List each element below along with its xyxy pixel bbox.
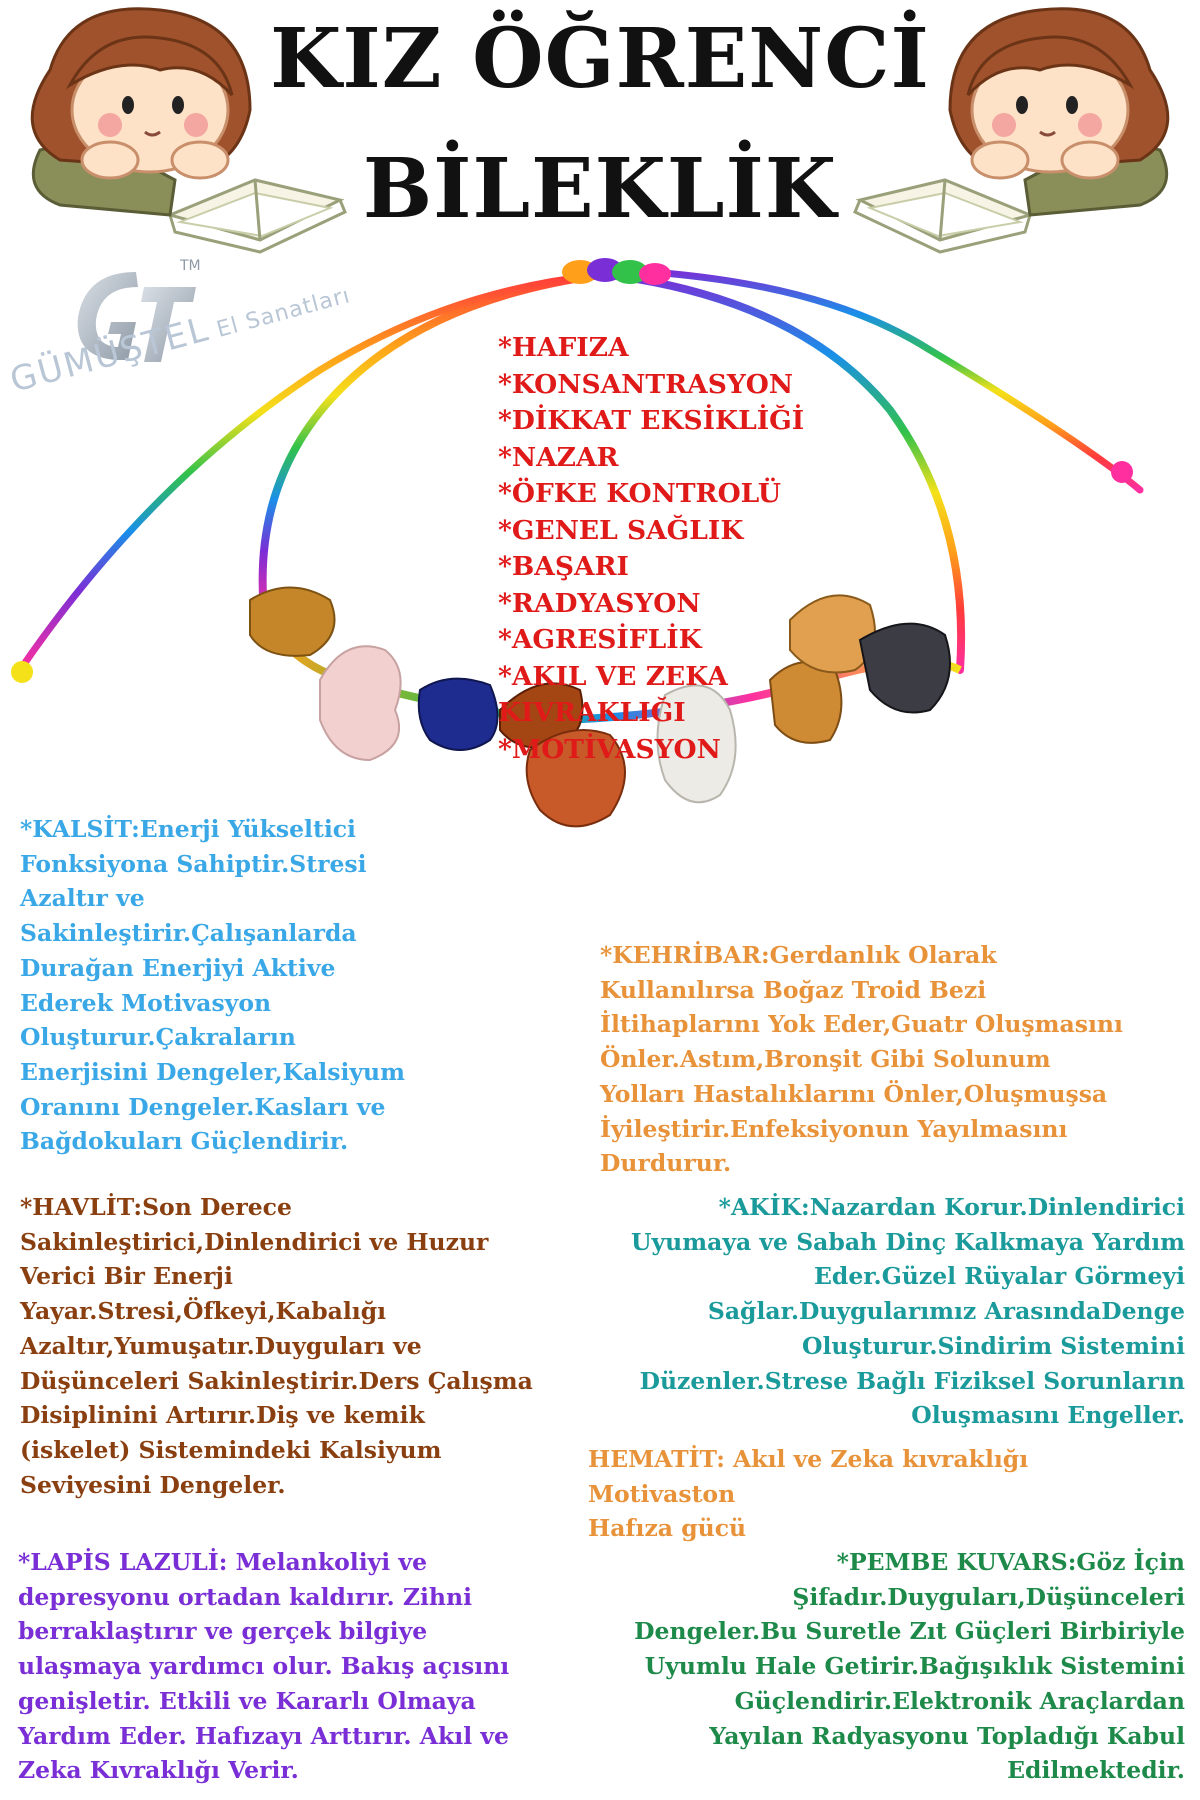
stone-havlit-text: *HAVLİT:Son Derece Sakinleştirici,Dinlendirici ve Huzur Verici Bir Enerji Yayar.Stresi,Öfkeyi,Kabalığı Azaltır,Yumuşatır.Duyguları ve Düşünceleri Sakinleştirir.Ders Çalışma Disiplinini Artırır.Diş ve kemik (iskelet) Sistemindeki Kalsiyum Seviyesini Dengeler. — [20, 1193, 533, 1499]
stone-lapis-text: *LAPİS LAZULİ: Melankoliyi ve depresyonu ortadan kaldırır. Zihni berraklaştırır ve gerçek bilgiye ulaşmaya yardımcı olur. Bakış açısını genişletir. Etkili ve Kararlı Olmaya Yardım Eder. Hafızayı Arttırır. Akıl ve Zeka Kıvraklığı Verir. — [18, 1548, 510, 1785]
stone-kalsit-text: *KALSİT:Enerji Yükseltici Fonksiyona Sahiptir.Stresi Azaltır ve Sakinleştirir.Çalışanlarda Durağan Enerjiyi Aktive Ederek Motivasyon Oluşturur.Çakraların Enerjisini Dengeler,Kalsiyum Oranını Dengeler.Kasları ve Bağdokuları Güçlendirir. — [20, 815, 405, 1156]
stone-pembe-kuvars-text: *PEMBE KUVARS:Göz İçin Şifadır.Duyguları,Düşünceleri Dengeler.Bu Suretle Zıt Güçleri Birbiriyle Uyumlu Hale Getirir.Bağışıklık Sistemini Güçlendirir.Elektronik Araçlardan Yayılan Radyasyonu Topladığı Kabul Edilmektedir. — [634, 1548, 1185, 1785]
slide-knot-icon — [562, 258, 671, 285]
stone-kehribar-text: *KEHRİBAR:Gerdanlık Olarak Kullanılırsa Boğaz Troid Bezi İltihaplarını Yok Eder,Guatr Oluşmasını Önler.Astım,Bronşit Gibi Solunum Yolları Hastalıklarını Önler,Oluşmuşsa İyileştirir.Enfeksiyonun Yayılmasını Durdurur. — [600, 941, 1123, 1178]
benefits-list: *HAFIZA *KONSANTRASYON *DİKKAT EKSİKLİĞİ *NAZAR *ÖFKE KONTROLÜ *GENEL SAĞLIK *BAŞARI *RADYASYON *AGRESİFLİK *AKIL VE ZEKA KIVRAKLIĞI *MOTİVASYON — [498, 332, 805, 765]
logo-sub: El Sanatları — [214, 283, 354, 343]
stone-akik-text: *AKİK:Nazardan Korur.Dinlendirici Uyumaya ve Sabah Dinç Kalkmaya Yardım Eder.Güzel Rüyalar Görmeyi Sağlar.Duygularımız ArasındaDenge Oluşturur.Sindirim Sistemini Düzenler.Strese Bağlı Fiziksel Sorunların Oluşmasını Engeller. — [631, 1193, 1185, 1430]
title-line-2: BİLEKLİK — [362, 141, 838, 237]
girl-reading-left-illustration — [0, 0, 370, 270]
stone-hematit-text: HEMATİT: Akıl ve Zeka kıvraklığı Motivaston Hafıza gücü — [588, 1445, 1029, 1543]
girl-reading-right-illustration — [830, 0, 1200, 270]
logo-tm: TM — [180, 258, 201, 274]
logo-brand: GÜMÜŞTEL — [6, 309, 214, 401]
title-line-1: KIZ ÖĞRENCİ — [270, 11, 930, 107]
